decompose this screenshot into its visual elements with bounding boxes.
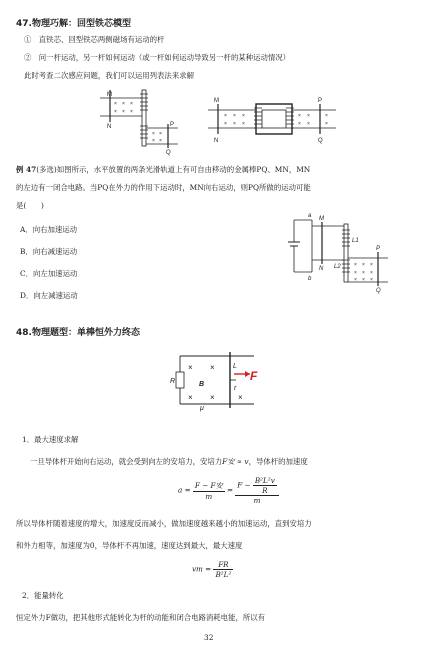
cross-mark: ×: [159, 131, 162, 137]
cross-mark: ×: [325, 113, 328, 119]
paragraph-1-text-a: 一旦导体杆开始向右运动，就会受到向左的安培力，安培力: [30, 457, 223, 466]
cross-mark: ×: [114, 101, 117, 107]
label-P: P: [170, 122, 175, 128]
example-text-1: 如图所示，水平放置的两条光滑轨道上有可自由移动的金属棒PQ、MN，MN: [56, 165, 311, 174]
cross-mark: ×: [298, 113, 301, 119]
section-47-item-3: 此时考查二次感应问题，我们可以运用列表法来求解: [24, 71, 194, 80]
cross-mark: ×: [354, 270, 357, 276]
option-a[interactable]: A．向右加速运动: [20, 225, 78, 234]
cross-mark: ×: [298, 121, 301, 127]
paragraph-3: 和外力相等，加速度为0，导体杆不再加速，速度达到最大，最大速度: [16, 541, 243, 550]
label-b: b: [308, 276, 312, 282]
cross-mark: ×: [130, 109, 133, 115]
cross-mark: ×: [130, 101, 133, 107]
label-Q: Q: [318, 138, 323, 144]
label-N: N: [319, 266, 324, 272]
cross-mark: ×: [325, 121, 328, 127]
subsection-2-title: 2．能量转化: [22, 591, 64, 600]
cross-mark: ×: [370, 262, 373, 268]
cross-mark: ×: [152, 131, 155, 137]
acceleration-formula: [178, 476, 279, 505]
cross-mark: ×: [370, 270, 373, 276]
acc-num-2b: B²L²v: [254, 476, 275, 485]
cross-mark: ×: [242, 113, 245, 119]
option-c[interactable]: C．向左加速运动: [20, 269, 78, 278]
diagram-example-circuit: [282, 212, 392, 296]
label-a: a: [308, 213, 312, 219]
ampere-relation: F安 ∝ v: [222, 457, 249, 466]
force-F-label: F: [250, 369, 258, 383]
cross-mark: ×: [307, 113, 310, 119]
cross-mark: ×: [188, 363, 193, 372]
cross-mark: ×: [362, 277, 365, 283]
cross-mark: ×: [354, 277, 357, 283]
paragraph-1-text-b: ，导体杆的加速度: [248, 457, 308, 466]
label-L2: L2: [334, 264, 341, 270]
cross-mark: ×: [224, 121, 227, 127]
label-r: r: [234, 385, 237, 392]
label-L: L: [233, 363, 237, 370]
cross-mark: ×: [233, 113, 236, 119]
section-48-title: 48.物理题型：单棒恒外力终态: [16, 328, 140, 338]
label-Q: Q: [166, 150, 171, 156]
acc-num-2a: F −: [237, 480, 251, 490]
label-N: N: [107, 124, 112, 130]
cross-mark: ×: [159, 138, 162, 144]
cross-mark: ×: [307, 121, 310, 127]
label-B: B: [199, 381, 205, 388]
cross-mark: ×: [238, 393, 243, 402]
section-47-title: 47.物理巧解：回型铁芯模型: [16, 19, 131, 29]
cross-mark: ×: [210, 393, 215, 402]
diagram-straight-core: [100, 86, 180, 156]
label-P: P: [318, 98, 323, 104]
acc-eq: =: [226, 485, 233, 495]
option-d[interactable]: D．向左减速运动: [20, 291, 78, 300]
label-L1: L1: [352, 238, 359, 244]
label-N: N: [214, 138, 219, 144]
cross-mark: ×: [362, 262, 365, 268]
section-47-item-1: ① 直铁芯、回型铁芯两侧磁场有运动的杆: [24, 35, 165, 44]
label-M: M: [107, 92, 112, 98]
cross-mark: ×: [152, 138, 155, 144]
diagram-single-rod: [170, 350, 266, 414]
cross-mark: ×: [210, 363, 215, 372]
cross-mark: ×: [188, 393, 193, 402]
acc-num-2c: R: [262, 486, 268, 495]
cross-mark: ×: [242, 121, 245, 127]
acc-den-2: m: [253, 496, 261, 505]
label-Q: Q: [376, 288, 381, 294]
vm-lhs: vm =: [192, 564, 212, 574]
vm-den: B²L²: [215, 570, 232, 579]
cross-mark: ×: [233, 121, 236, 127]
example-line-3: 是( ): [16, 201, 44, 210]
acc-num-1: F − F安: [194, 480, 223, 490]
option-b[interactable]: B．向右减速运动: [20, 247, 78, 256]
cross-mark: ×: [122, 109, 125, 115]
subsection-1-title: 1．最大速度求解: [22, 435, 79, 444]
cross-mark: ×: [362, 270, 365, 276]
paragraph-1: [30, 456, 308, 467]
label-M: M: [319, 216, 324, 222]
paragraph-4: 恒定外力F做功，把其他形式能转化为杆的动能和闭合电路消耗电能，所以有: [16, 613, 266, 622]
section-47-item-2: ② 问一杆运动，另一杆如何运动（或一杆如何运动导致另一杆的某种运动情况）: [24, 53, 291, 62]
acc-lhs: a =: [178, 485, 191, 495]
cross-mark: ×: [370, 277, 373, 283]
cross-mark: ×: [114, 109, 117, 115]
label-mu: μ: [200, 405, 204, 412]
paragraph-2: 所以导体杆随着速度的增大，加速度反而减小，做加速度越来越小的加速运动，直到安培力: [16, 519, 312, 528]
diagram-loop-core: [208, 94, 338, 144]
cross-mark: ×: [224, 113, 227, 119]
cross-mark: ×: [122, 101, 125, 107]
label-P: P: [376, 246, 381, 252]
cross-mark: ×: [354, 262, 357, 268]
acc-den-1: m: [205, 491, 213, 501]
label-M: M: [214, 98, 219, 104]
page-number: 32: [204, 633, 214, 642]
max-velocity-formula: [192, 560, 233, 579]
example-title: 例 47: [16, 165, 37, 174]
example-line-1: [16, 164, 310, 175]
example-line-2: 的左边有一闭合电路。当PQ在外力的作用下运动时，MN向右运动，则PQ所做的运动可能: [16, 183, 311, 192]
example-tag: (多选): [36, 165, 57, 174]
label-R: R: [170, 378, 176, 385]
vm-num: FR: [213, 560, 233, 570]
